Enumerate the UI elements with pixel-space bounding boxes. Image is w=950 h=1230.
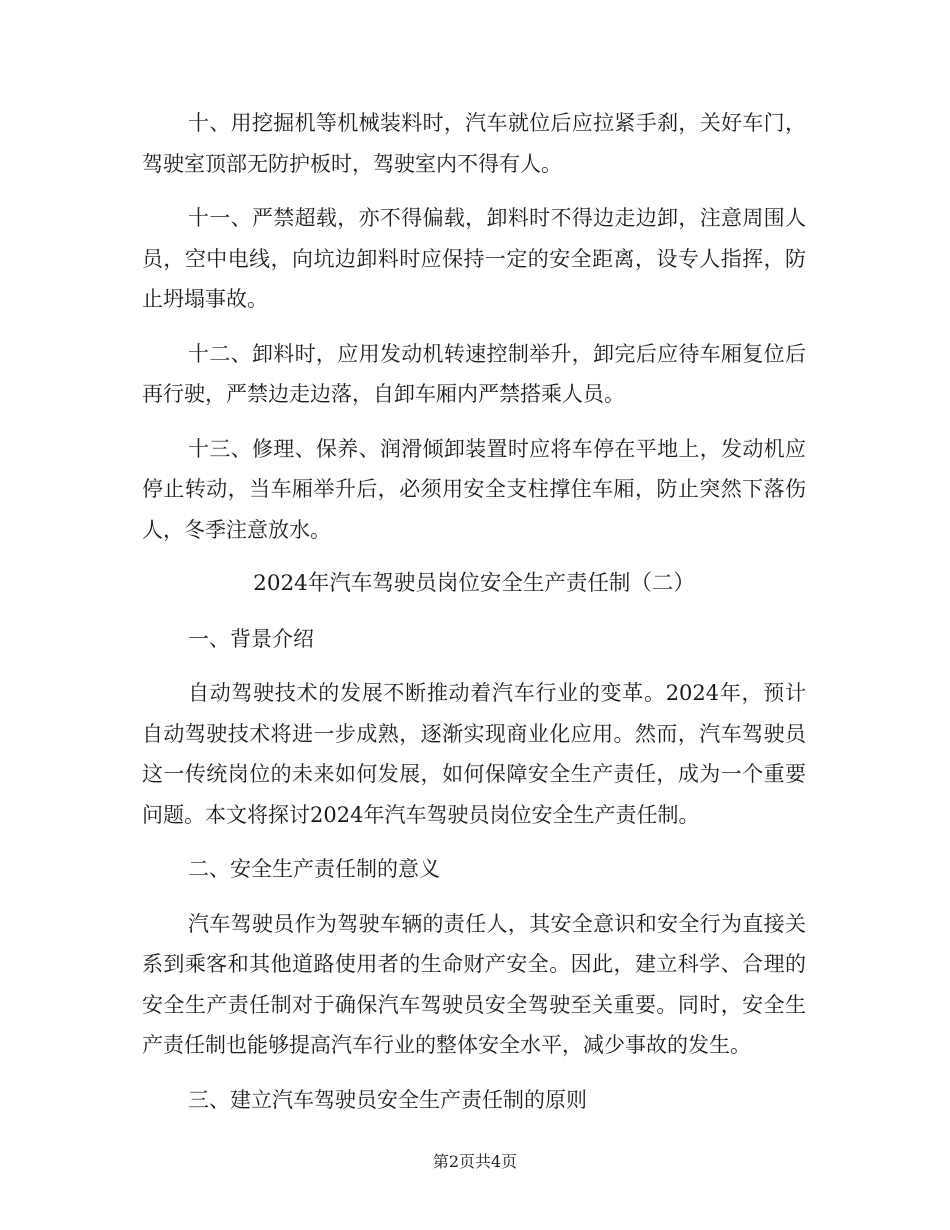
page-number: 第2页共4页: [432, 1152, 518, 1171]
paragraph-spacer: [142, 184, 806, 198]
paragraph-spacer: [142, 550, 806, 564]
paragraph-spacer: [142, 415, 806, 429]
heading-significance: 二、安全生产责任制的意义: [188, 857, 440, 881]
paragraph-spacer: [142, 659, 806, 673]
heading-background: 一、背景介绍: [188, 626, 314, 651]
paragraph-background: 自动驾驶技术的发展不断推动着汽车行业的变革。2024年，预计自动驾驶技术将进一步成熟，逐渐实现商业化应用。然而，汽车驾驶员这一传统岗位的未来如何发展，如何保障安全生产责任，成为一个重要问题。本文将探讨2024年汽车驾驶员岗位安全生产责任制。: [142, 681, 806, 827]
paragraph-item-12: 十二、卸料时，应用发动机转速控制举升，卸完后应待车厢复位后再行驶，严禁边走边落，自卸车厢内严禁搭乘人员。: [142, 341, 806, 406]
paragraph-spacer: [142, 1066, 806, 1080]
paragraph-spacer: [142, 320, 806, 334]
paragraph-significance: 汽车驾驶员作为驾驶车辆的责任人，其安全意识和安全行为直接关系到乘客和其他道路使用者的生命财产安全。因此，建立科学、合理的安全生产责任制对于确保汽车驾驶员安全驾驶至关重要。同时，安全生产责任制也能够提高汽车行业的整体安全水平，减少事故的发生。: [142, 911, 806, 1057]
paragraph-item-10: 十、用挖掘机等机械装料时，汽车就位后应拉紧手刹，关好车门，驾驶室顶部无防护板时，驾驶室内不得有人。: [142, 111, 806, 176]
paragraph-spacer: [142, 890, 806, 904]
paragraph-item-13: 十三、修理、保养、润滑倾卸装置时应将车停在平地上，发动机应停止转动，当车厢举升后，必须用安全支柱撑住车厢，防止突然下落伤人，冬季注意放水。: [142, 436, 806, 542]
paragraph-spacer: [142, 605, 806, 619]
paragraph-item-11: 十一、严禁超载，亦不得偏载，卸料时不得边走边卸，注意周围人员，空中电线，向坑边卸料时应保持一定的安全距离，设专人指挥，防止坍塌事故。: [142, 206, 806, 311]
section-title: 2024年汽车驾驶员岗位安全生产责任制（二）: [253, 571, 695, 596]
heading-principles: 三、建立汽车驾驶员安全生产责任制的原则: [188, 1087, 587, 1112]
document-body: [142, 103, 806, 1120]
paragraph-spacer: [142, 835, 806, 849]
